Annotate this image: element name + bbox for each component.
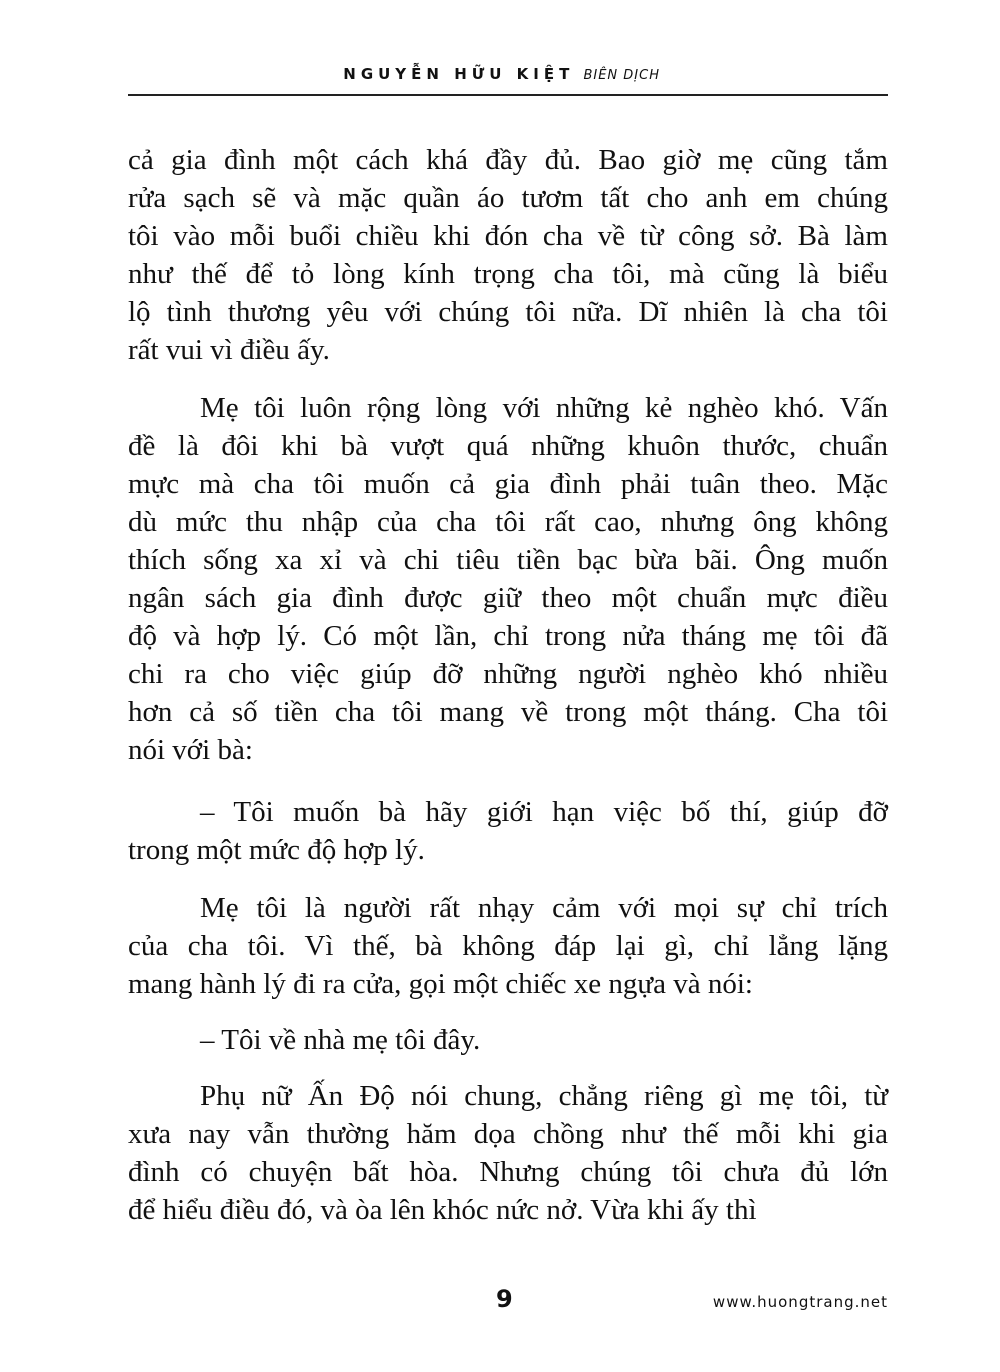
paragraph — [128, 1021, 888, 1059]
text-line: để hiểu điều đó, và òa lên khóc nức nở. Vừa khi ấy thì — [128, 1194, 757, 1226]
paragraph — [128, 389, 888, 769]
website-footer: www.huongtrang.net — [712, 1293, 888, 1311]
text-line: chi ra cho việc giúp đỡ những người nghèo khó nhiều — [128, 658, 888, 690]
text-line: nói với bà: — [128, 734, 253, 766]
text-line: dù mức thu nhập của cha tôi rất cao, nhưng ông không — [128, 506, 888, 538]
text-line: xưa nay vẫn thường hăm dọa chồng như thế mỗi khi gia — [128, 1118, 888, 1150]
text-line: Mẹ tôi luôn rộng lòng với những kẻ nghèo khó. Vấn — [200, 392, 888, 424]
text-line: cả gia đình một cách khá đầy đủ. Bao giờ mẹ cũng tắm — [128, 144, 888, 176]
text-line: hơn cả số tiền cha tôi mang về trong một tháng. Cha tôi — [128, 696, 888, 728]
header-role: BIÊN DỊCH — [583, 68, 660, 83]
text-line: tôi vào mỗi buổi chiều khi đón cha về từ công sở. Bà làm — [128, 220, 888, 252]
page-number: 9 — [496, 1285, 513, 1313]
paragraph — [128, 1077, 888, 1229]
text-line: Mẹ tôi là người rất nhạy cảm với mọi sự chỉ trích — [200, 892, 888, 924]
paragraph — [128, 793, 888, 869]
text-line: lộ tình thương yêu với chúng tôi nữa. Dĩ nhiên là cha tôi — [128, 296, 888, 328]
text-line: – Tôi về nhà mẹ tôi đây. — [200, 1024, 481, 1056]
header-rule — [128, 94, 888, 96]
paragraph — [128, 141, 888, 369]
text-line: mực mà cha tôi muốn cả gia đình phải tuân theo. Mặc — [128, 468, 888, 500]
text-line: độ và hợp lý. Có một lần, chỉ trong nửa tháng mẹ tôi đã — [128, 620, 888, 652]
text-line: rất vui vì điều ấy. — [128, 334, 330, 366]
header-author: NGUYỄN HỮU KIỆT — [343, 65, 575, 83]
text-line: như thế để tỏ lòng kính trọng cha tôi, mà cũng là biểu — [128, 258, 888, 290]
text-line: mang hành lý đi ra cửa, gọi một chiếc xe ngựa và nói: — [128, 968, 753, 1000]
running-header — [128, 64, 888, 83]
text-line: ngân sách gia đình được giữ theo một chuẩn mực điều — [128, 582, 888, 614]
text-line: thích sống xa xỉ và chi tiêu tiền bạc bừa bãi. Ông muốn — [128, 544, 888, 576]
text-line: của cha tôi. Vì thế, bà không đáp lại gì, chỉ lẳng lặng — [128, 930, 888, 962]
text-line: trong một mức độ hợp lý. — [128, 834, 425, 866]
text-line: – Tôi muốn bà hãy giới hạn việc bố thí, giúp đỡ — [200, 796, 888, 828]
text-line: đề là đôi khi bà vượt quá những khuôn thước, chuẩn — [128, 430, 888, 462]
paragraph — [128, 889, 888, 1003]
text-line: rửa sạch sẽ và mặc quần áo tươm tất cho anh em chúng — [128, 182, 888, 214]
text-line: đình có chuyện bất hòa. Nhưng chúng tôi chưa đủ lớn — [128, 1156, 888, 1188]
text-line: Phụ nữ Ấn Độ nói chung, chẳng riêng gì mẹ tôi, từ — [200, 1080, 888, 1112]
